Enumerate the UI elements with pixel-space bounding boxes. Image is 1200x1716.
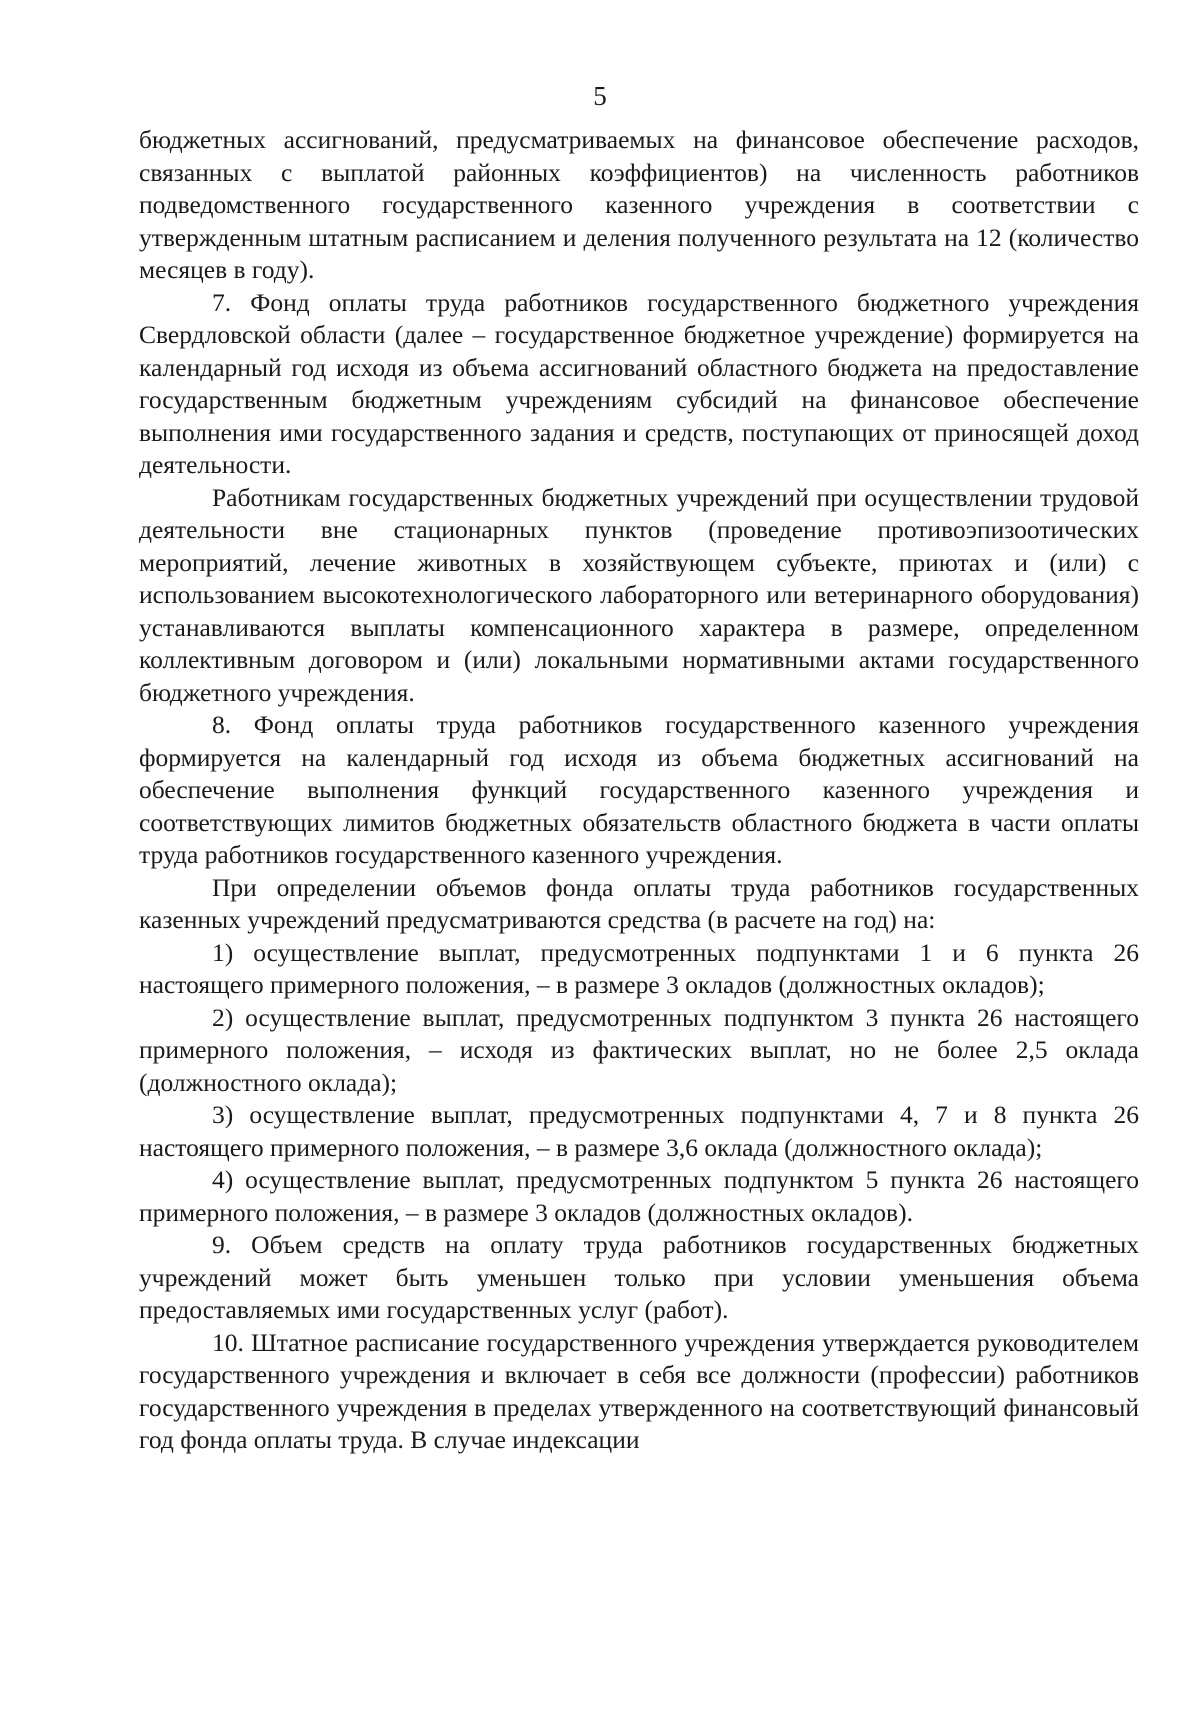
list-item-2: 2) осуществление выплат, предусмотренных подпунктом 3 пункта 26 настоящего примерного положения, – исходя из фактических выплат, но не более 2,5 оклада (должностного оклада); — [139, 1002, 1139, 1097]
paragraph-fund-determination: При определении объемов фонда оплаты труда работников государственных казенных учреждений предусматриваются средства (в расчете на год) на: — [139, 872, 1139, 934]
paragraph-continuation: бюджетных ассигнований, предусматриваемых на финансовое обеспечение расходов, связанных с выплатой районных коэффициентов) на численность работников подведомственного государственного казенного учреждения в соответствии с утвержденным штатным расписанием и деления полученного результата на 12 (количество месяцев в году). — [139, 125, 1139, 284]
paragraph-item-9: 9. Объем средств на оплату труда работников государственных бюджетных учреждений может быть уменьшен только при условии уменьшения объема предоставляемых ими государственных услуг (работ). — [139, 1230, 1139, 1324]
paragraph-compensation-payments: Работникам государственных бюджетных учреждений при осуществлении трудовой деятельности вне стационарных пунктов (проведение противоэпизоотических мероприятий, лечение животных в хозяйствующем субъекте, приютах и (или) с использованием высокотехнологического лабораторного или ветеринарного оборудования) устанавливаются выплаты компенсационного характера в размере, определенном коллективным договором и (или) локальными нормативными актами государственного бюджетного учреждения. — [139, 482, 1139, 707]
document-body — [139, 124, 1139, 1457]
paragraph-item-8: 8. Фонд оплаты труда работников государственного казенного учреждения формируется на календарный год исходя из объема бюджетных ассигнований на обеспечение выполнения функций государственного казенного учреждения и соответствующих лимитов бюджетных обязательств областного бюджета в части оплаты труда работников государственного казенного учреждения. — [139, 710, 1139, 869]
paragraph-item-7: 7. Фонд оплаты труда работников государственного бюджетного учреждения Свердловской области (далее – государственное бюджетное учреждение) формируется на календарный год исходя из объема ассигнований областного бюджета на предоставление государственным бюджетным учреждениям субсидий на финансовое обеспечение выполнения ими государственного задания и средств, поступающих от приносящей доход деятельности. — [139, 287, 1139, 479]
page-number: 5 — [593, 81, 607, 111]
paragraph-item-10: 10. Штатное расписание государственного учреждения утверждается руководителем государственного учреждения и включает в себя все должности (профессии) работников государственного учреждения в пределах утвержденного на соответствующий финансовый год фонда оплаты труда. В случае индексации — [139, 1327, 1139, 1454]
list-item-1: 1) осуществление выплат, предусмотренных подпунктами 1 и 6 пункта 26 настоящего примерного положения, – в размере 3 окладов (должностных окладов); — [139, 937, 1139, 999]
list-item-3: 3) осуществление выплат, предусмотренных подпунктами 4, 7 и 8 пункта 26 настоящего примерного положения, – в размере 3,6 оклада (должностного оклада); — [139, 1100, 1139, 1162]
list-item-4: 4) осуществление выплат, предусмотренных подпунктом 5 пункта 26 настоящего примерного положения, – в размере 3 окладов (должностных окладов). — [139, 1165, 1139, 1227]
